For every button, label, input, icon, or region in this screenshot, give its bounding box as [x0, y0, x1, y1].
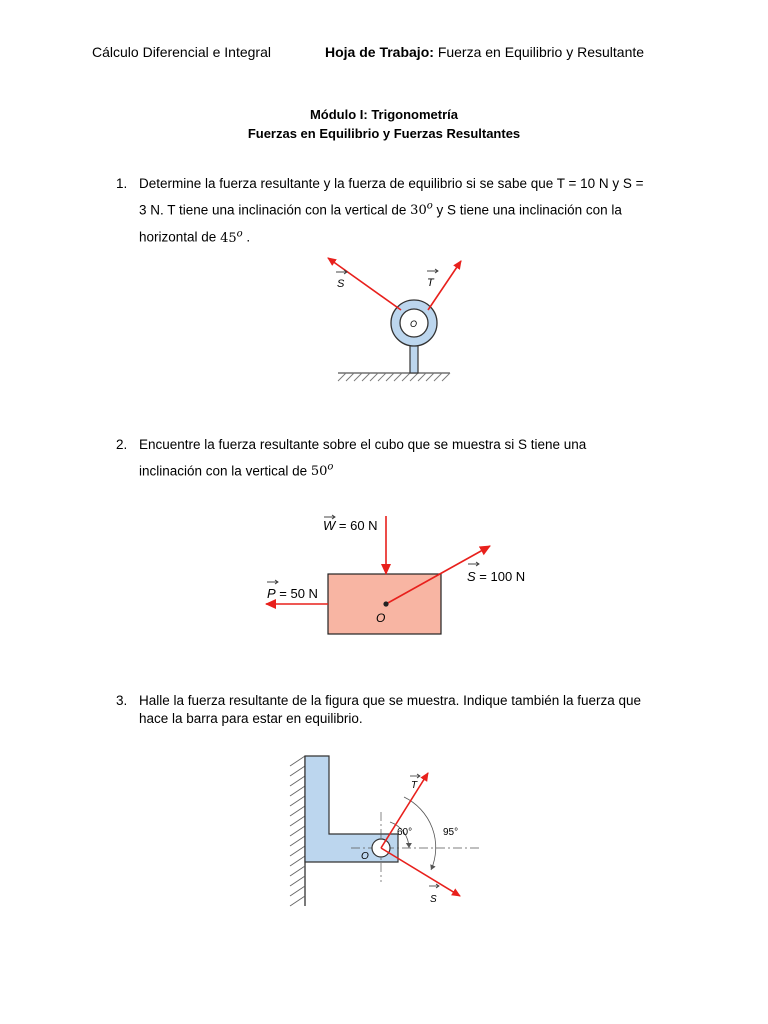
- label-o: O: [410, 319, 418, 329]
- problem-line: hace la barra para estar en equilibrio.: [139, 711, 363, 726]
- text-segment: y S tiene una inclinación con la: [432, 202, 622, 218]
- problem-text: [139, 172, 686, 250]
- figure-bar-forces: [285, 752, 490, 912]
- label-p: [267, 586, 318, 601]
- document-titles: [0, 105, 768, 143]
- problem-1: [116, 172, 686, 250]
- problem-line: Determine la fuerza resultante y la fuerza de equilibrio si se sabe que T = 10 N y S =: [139, 176, 644, 191]
- label-p-value: = 50 N: [275, 586, 318, 601]
- angle-value: [410, 203, 433, 218]
- text-segment: .: [242, 229, 251, 245]
- label-t: T: [411, 780, 418, 791]
- problem-line: Halle la fuerza resultante de la figura que se muestra. Indique también la fuerza que: [139, 693, 642, 708]
- course-name: Cálculo Diferencial e Integral: [92, 44, 271, 60]
- problem-text: [139, 689, 686, 730]
- wall-hatch: [290, 756, 305, 906]
- label-s: [467, 569, 525, 584]
- label-s-value: = 100 N: [475, 569, 526, 584]
- label-s: S: [337, 278, 345, 290]
- angle-60-label: 60°: [397, 827, 413, 838]
- center-point: [383, 601, 388, 606]
- angle-value: [311, 464, 334, 479]
- label-o: O: [376, 611, 386, 625]
- label-s-symbol: S: [467, 569, 476, 584]
- degree-symbol: o: [426, 201, 433, 212]
- label-s: S: [430, 894, 437, 905]
- label-p-symbol: P: [267, 586, 276, 601]
- sheet-label: Hoja de Trabajo:: [325, 44, 434, 60]
- degree-number: 50: [310, 464, 328, 480]
- problem-number: 3.: [116, 693, 128, 708]
- text-segment: horizontal de: [139, 229, 221, 245]
- label-w-value: = 60 N: [335, 518, 378, 533]
- problem-line: [139, 456, 686, 483]
- label-w: [323, 518, 378, 533]
- sheet-title-text: Fuerza en Equilibrio y Resultante: [437, 44, 645, 60]
- figure-ring-forces: [296, 250, 496, 390]
- degree-number: 30: [410, 203, 427, 219]
- force-s-arrow: [381, 848, 460, 896]
- ground-hatch: [338, 373, 450, 381]
- problem-line: Encuentre la fuerza resultante sobre el cubo que se muestra si S tiene una: [139, 437, 587, 452]
- problem-text: [139, 433, 686, 483]
- problem-number: 1.: [116, 176, 128, 191]
- angle-value: [220, 228, 243, 246]
- problem-line: [139, 195, 686, 222]
- problem-3: [116, 689, 686, 730]
- degree-symbol: o: [236, 228, 243, 240]
- problem-line: [139, 222, 686, 249]
- label-t: T: [427, 277, 434, 289]
- text-segment: 3 N. T tiene una inclinación con la vertical de: [139, 202, 411, 218]
- degree-symbol: o: [327, 462, 334, 473]
- topic-title: Fuerzas en Equilibrio y Fuerzas Resultantes: [247, 126, 521, 141]
- label-w-symbol: W: [323, 518, 336, 533]
- module-title: Módulo I: Trigonometría: [309, 107, 459, 122]
- sheet-title: [325, 44, 644, 60]
- label-o: O: [361, 851, 369, 862]
- angle-95-label: 95°: [443, 827, 459, 838]
- problem-2: [116, 433, 686, 483]
- problem-number: 2.: [116, 437, 128, 452]
- degree-number: 45: [220, 230, 237, 246]
- figure-block-forces: [258, 500, 538, 650]
- text-segment: inclinación con la vertical de: [139, 463, 311, 479]
